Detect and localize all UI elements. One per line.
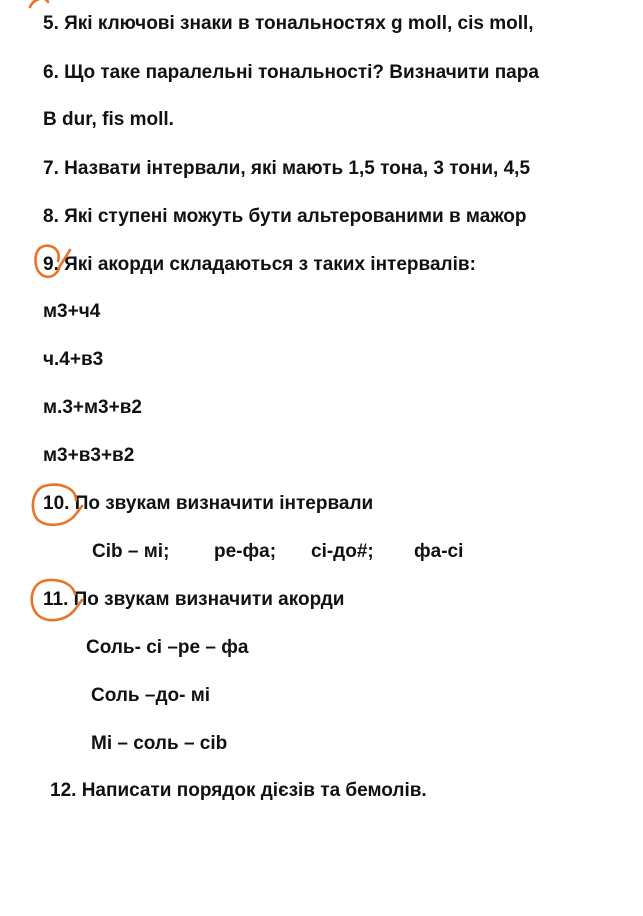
circle-mark-top (30, 0, 48, 7)
question-10: 10. По звукам визначити інтервали (43, 493, 374, 514)
interval-set-3: м.3+м3+в2 (43, 397, 142, 418)
chord-sounds-2: Соль –до- мі (91, 685, 211, 706)
sound-pair-2: ре-фа; (214, 541, 277, 562)
question-10-sounds (92, 540, 463, 564)
chord-sounds-1: Соль- сі –ре – фа (86, 637, 249, 658)
question-12: 12. Написати порядок дієзів та бемолів. (50, 780, 427, 801)
question-8: 8. Які ступені можуть бути альтерованими в мажор (43, 206, 527, 227)
question-9: 9. Які акорди складаються з таких інтервалів: (43, 254, 476, 275)
question-7: 7. Назвати інтервали, які мають 1,5 тона, 3 тони, 4,5 (43, 158, 531, 179)
question-5: 5. Які ключові знаки в тональностях g moll, cis moll, (43, 13, 534, 34)
interval-set-1: м3+ч4 (43, 301, 101, 322)
interval-set-4: м3+в3+в2 (43, 445, 135, 466)
sound-pair-3: сі-до#; (311, 541, 374, 562)
chord-sounds-3: Мі – соль – сіb (91, 733, 228, 754)
question-11: 11. По звукам визначити акорди (43, 589, 345, 610)
sound-pair-1: Сіb – мі; (92, 541, 170, 562)
question-6: 6. Що таке паралельні тональності? Визначити пара (43, 62, 539, 83)
question-6-continuation: B dur, fis moll. (43, 109, 174, 130)
sound-pair-4: фа-сі (414, 541, 464, 562)
interval-set-2: ч.4+в3 (43, 349, 104, 370)
